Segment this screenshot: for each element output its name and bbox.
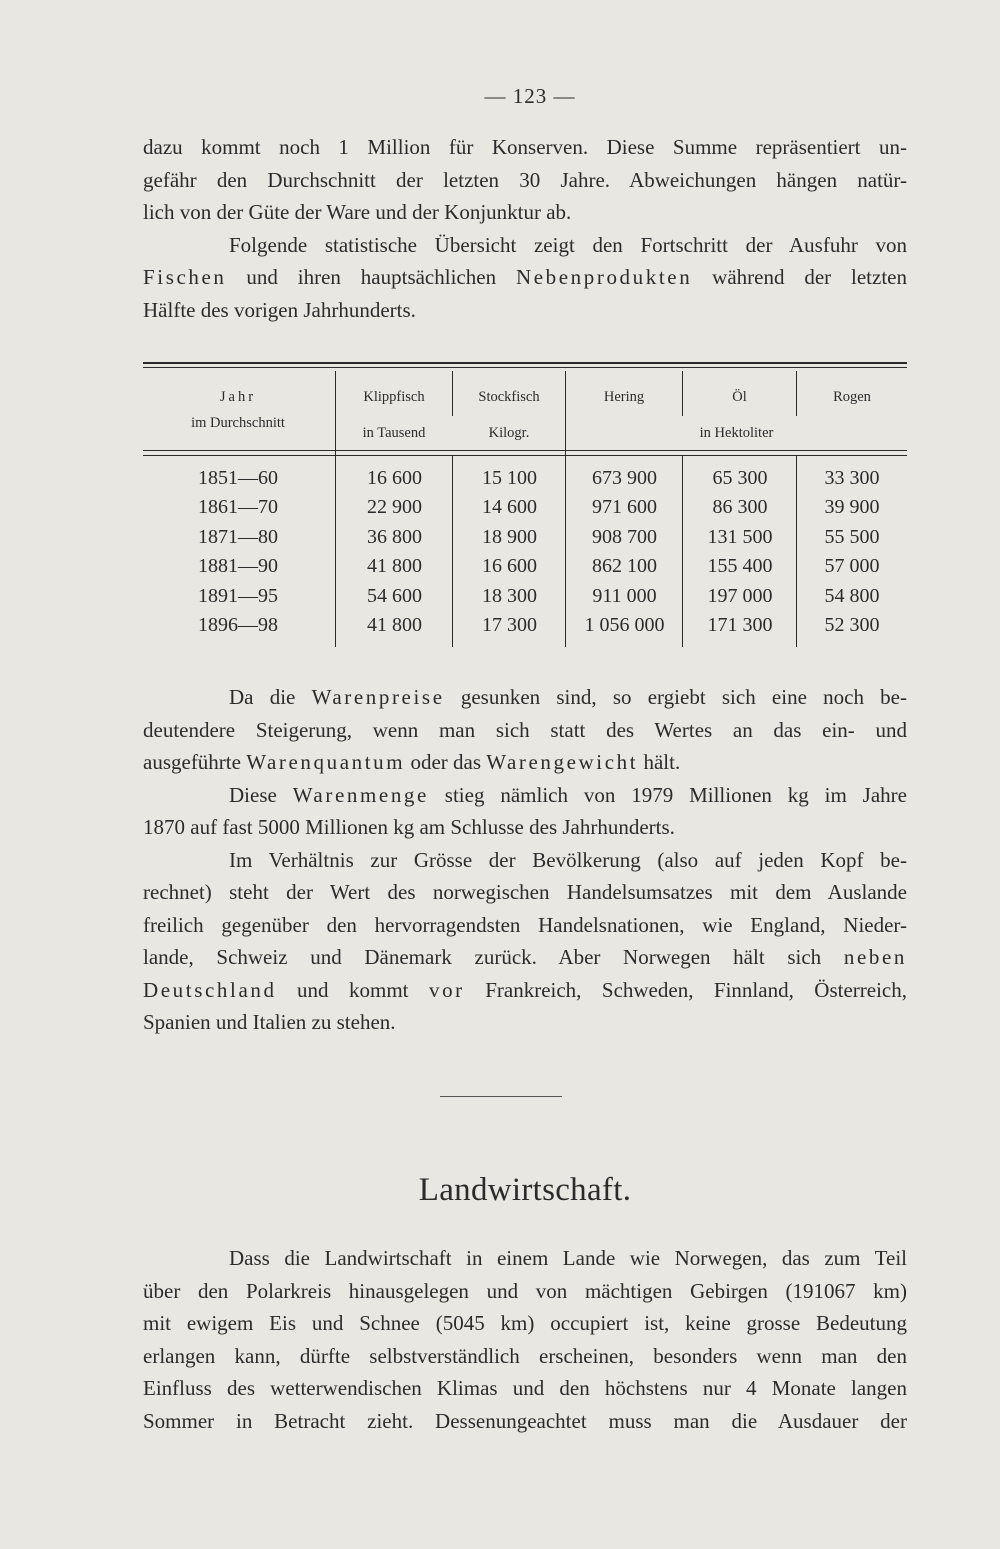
table-row <box>143 614 907 643</box>
cell-stockfisch: 18 900 <box>482 525 537 548</box>
header-oel: Öl <box>732 389 747 405</box>
text-line: freilich gegenüber den hervorragendsten Handelsnationen, wie England, Nieder- <box>143 912 907 937</box>
text-line: dazu kommt noch 1 Million für Konserven. Diese Summe repräsentiert un- <box>143 135 907 159</box>
text-span: und ihren hauptsächlichen <box>226 265 516 289</box>
text-line <box>143 261 907 294</box>
spaced-word: Deutschland <box>143 977 277 1002</box>
cell-rogen: 57 000 <box>824 555 880 578</box>
text-line: gefähr den Durchschnitt der letzten 30 Jahre. Abweichungen hängen natür- <box>143 167 907 192</box>
text-line: Folgende statistische Übersicht zeigt den Fortschritt der Ausfuhr von <box>229 232 907 257</box>
cell-klippfisch: 16 600 <box>367 467 422 489</box>
spaced-word: vor <box>428 977 465 1002</box>
text-line: über den Polarkreis hinausgelegen und von mächtigen Gebirgen (191067 km) <box>143 1278 907 1303</box>
header-hering: Hering <box>603 389 645 405</box>
cell-hering: 911 000 <box>592 584 657 607</box>
table-rule <box>143 450 907 451</box>
cell-jahr: 1851—60 <box>198 467 278 489</box>
text-span: oder das <box>405 750 487 774</box>
cell-jahr: 1891—95 <box>198 584 278 607</box>
text-line: deutendere Steigerung, wenn man sich statt des Wertes an das ein- und <box>143 717 907 742</box>
text-line: Sommer in Betracht zieht. Dessenungeachtet muss man die Ausdauer der <box>143 1408 907 1433</box>
cell-oel: 65 300 <box>712 467 768 489</box>
text-line: lich von der Güte der Ware und der Konjunktur ab. <box>143 200 572 224</box>
header-jahr: Jahr <box>219 389 257 405</box>
header-im-durchschnitt: im Durchschnitt <box>191 415 285 431</box>
section-heading: Landwirtschaft. <box>418 1172 632 1208</box>
cell-oel: 86 300 <box>712 496 768 519</box>
export-statistics-table <box>143 357 907 647</box>
cell-stockfisch: 14 600 <box>482 496 537 519</box>
text-line: rechnet) steht der Wert des norwegischen Handelsumsatzes mit dem Auslande <box>143 880 907 904</box>
cell-jahr: 1896—98 <box>198 614 278 636</box>
text-span: und kommt <box>276 977 429 1002</box>
cell-klippfisch: 36 800 <box>367 525 422 548</box>
cell-stockfisch: 18 300 <box>482 584 537 607</box>
header-in-hektoliter: in Hektoliter <box>699 425 774 441</box>
page-number: — 123 — <box>484 84 576 108</box>
cell-oel: 131 500 <box>707 525 773 548</box>
spaced-word: Warenmenge <box>292 782 429 807</box>
text-line <box>143 974 907 1007</box>
table-rule <box>143 455 907 456</box>
cell-hering: 673 900 <box>592 467 657 489</box>
spaced-word: Fischen <box>143 265 227 289</box>
cell-rogen: 33 300 <box>824 467 880 489</box>
text-line <box>143 941 907 974</box>
spaced-word: Nebenprodukten <box>515 265 693 289</box>
cell-hering: 862 100 <box>592 555 657 578</box>
text-span: hält. <box>638 750 681 774</box>
landwirtschaft-section <box>143 1242 907 1437</box>
text-span: lande, Schweiz und Dänemark zurück. Aber Norwegen hält sich <box>143 945 844 969</box>
cell-rogen: 39 900 <box>824 496 880 519</box>
text-span: während der letzten <box>692 265 907 289</box>
header-rogen: Rogen <box>833 389 871 405</box>
cell-stockfisch: 17 300 <box>482 614 537 636</box>
table-row <box>143 496 907 525</box>
cell-klippfisch: 41 800 <box>367 555 422 578</box>
text-line: Spanien und Italien zu stehen. <box>143 1010 396 1034</box>
spaced-word: Warenquantum <box>246 750 406 774</box>
cell-stockfisch: 15 100 <box>482 467 537 489</box>
text-span: Frankreich, Schweden, Finnland, Österreich, <box>464 977 907 1002</box>
cell-rogen: 55 500 <box>824 525 880 548</box>
header-stockfisch: Stockfisch <box>478 389 540 405</box>
section-divider <box>440 1096 562 1097</box>
cell-oel: 155 400 <box>707 555 773 578</box>
table-row <box>143 526 907 555</box>
cell-jahr: 1881—90 <box>198 555 278 578</box>
header-kilogr: Kilogr. <box>488 425 530 441</box>
text-line: Hälfte des vorigen Jahrhunderts. <box>143 297 416 322</box>
spaced-word: Warenpreise <box>311 685 445 709</box>
cell-hering: 908 700 <box>592 525 657 548</box>
cell-rogen: 54 800 <box>824 584 880 607</box>
text-line: 1870 auf fast 5000 Millionen kg am Schlusse des Jahrhunderts. <box>143 815 675 839</box>
text-line: Einfluss des wetterwendischen Klimas und den höchstens nur 4 Monate langen <box>143 1376 907 1400</box>
text-line <box>143 746 907 779</box>
cell-stockfisch: 16 600 <box>482 555 537 578</box>
cell-hering: 1 056 000 <box>584 614 665 636</box>
cell-klippfisch: 22 900 <box>367 496 422 519</box>
header-klippfisch: Klippfisch <box>363 389 425 405</box>
cell-jahr: 1861—70 <box>198 496 278 519</box>
cell-rogen: 52 300 <box>824 614 880 636</box>
header-in-tausend: in Tausend <box>362 425 426 441</box>
cell-hering: 971 600 <box>592 496 657 519</box>
spaced-word: neben <box>843 945 907 969</box>
text-line <box>143 779 907 812</box>
cell-jahr: 1871—80 <box>198 525 278 548</box>
body-section <box>143 681 907 1039</box>
text-span: Diese <box>229 782 293 807</box>
table-rule <box>143 367 907 368</box>
text-line <box>143 681 907 714</box>
table-row <box>143 467 907 496</box>
table-row <box>143 555 907 584</box>
text-line: Dass die Landwirtschaft in einem Lande wie Norwegen, das zum Teil <box>229 1246 907 1270</box>
table-row <box>143 585 907 614</box>
text-span: ausgeführte <box>143 750 247 774</box>
spaced-word: Warengewicht <box>486 750 639 774</box>
text-span: Da die <box>229 685 312 709</box>
cell-oel: 171 300 <box>707 614 773 636</box>
cell-klippfisch: 41 800 <box>367 614 422 636</box>
intro-section <box>143 131 907 326</box>
cell-oel: 197 000 <box>707 584 773 607</box>
text-span: stieg nämlich von 1979 Millionen kg im Jahre <box>428 782 907 807</box>
text-line: Im Verhältnis zur Grösse der Bevölkerung (also auf jeden Kopf be- <box>229 847 907 872</box>
text-line: mit ewigem Eis und Schnee (5045 km) occupiert ist, keine grosse Bedeutung <box>143 1311 907 1335</box>
text-line: erlangen kann, dürfte selbstverständlich erscheinen, besonders wenn man den <box>143 1343 907 1368</box>
cell-klippfisch: 54 600 <box>367 584 422 607</box>
table-rule <box>143 362 907 364</box>
text-span: gesunken sind, so ergiebt sich eine noch be- <box>444 685 907 709</box>
